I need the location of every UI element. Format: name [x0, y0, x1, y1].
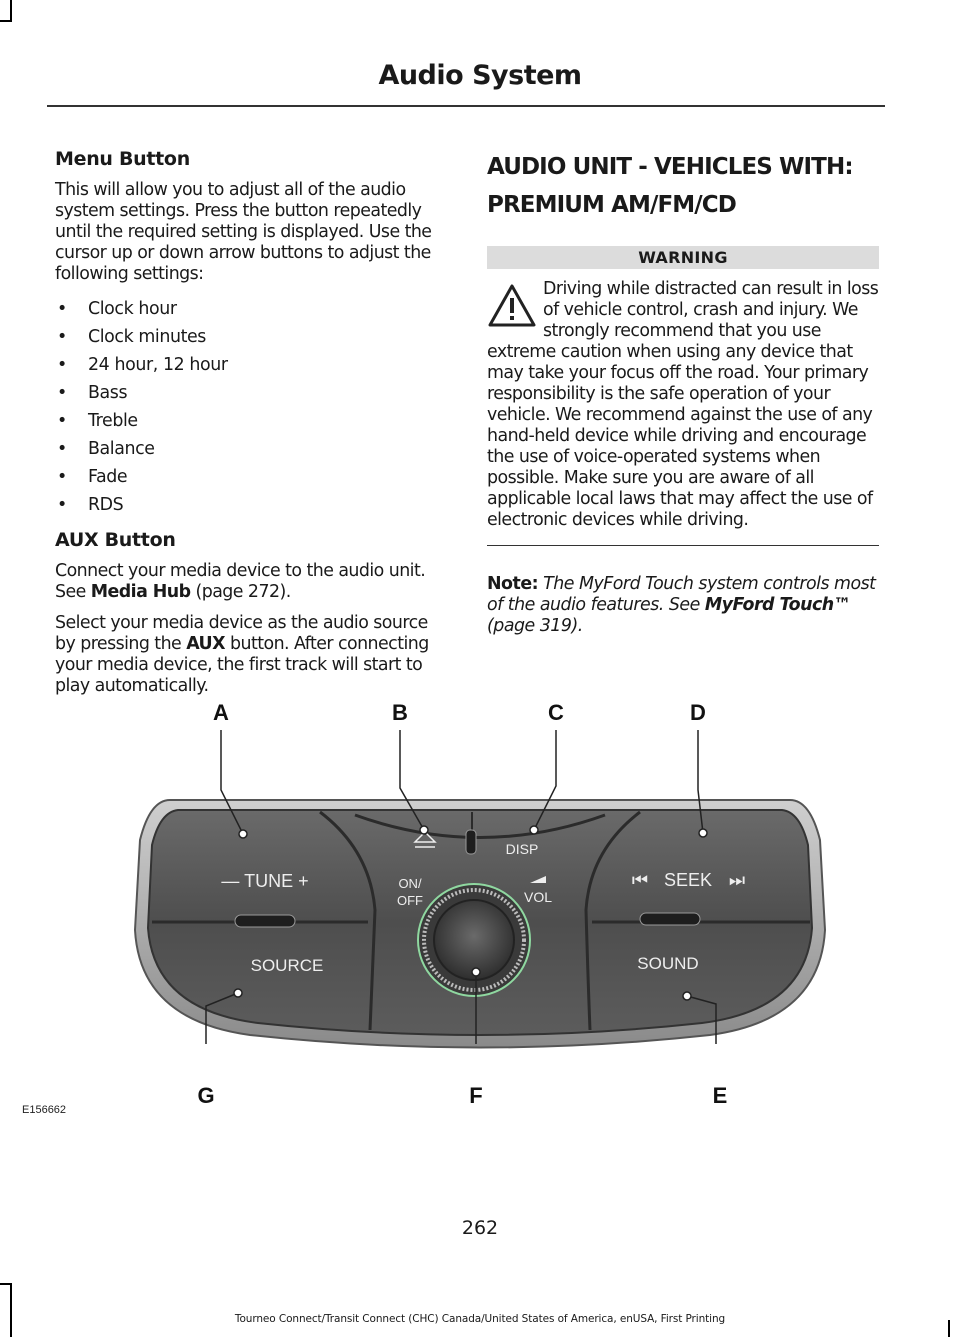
source-label: SOURCE [250, 956, 324, 975]
seek-back-icon: ⏮ [631, 870, 649, 891]
bullet: • [57, 439, 67, 459]
section-heading: AUDIO UNIT - VEHICLES WITH: PREMIUM AM/FM/CD [487, 154, 853, 218]
warning-label: WARNING [487, 246, 879, 269]
list-item: • RDS [55, 491, 450, 519]
on-off-label: ON/ [398, 876, 422, 891]
list-item: • Fade [55, 463, 450, 491]
crop-mark [10, 0, 12, 22]
bullet: • [57, 495, 67, 515]
figure-id: E156662 [22, 1104, 67, 1116]
list-item: • Bass [55, 379, 450, 407]
myford-touch-link[interactable]: MyFord Touch™ [704, 595, 851, 615]
callout-c: C [548, 700, 564, 725]
aux-keyword: AUX [186, 634, 225, 654]
seek-forward-icon: ⏭ [728, 870, 746, 891]
callout-f: F [469, 1083, 483, 1108]
aux-paragraph-1: Connect your media device to the audio unit. See Media Hub (page 272). [55, 561, 426, 602]
left-column [55, 148, 450, 707]
tune-label: — TUNE + [221, 871, 309, 891]
menu-button-heading: Menu Button [55, 148, 190, 170]
callout-a: A [213, 700, 229, 725]
page-footer: Tourneo Connect/Transit Connect (CHC) Canada/United States of America, enUSA, First Printing [234, 1313, 726, 1325]
page-title: Audio System [378, 60, 582, 91]
crop-mark [0, 20, 12, 22]
on-off-label-2: OFF [397, 893, 423, 908]
callout-b: B [392, 700, 408, 725]
note-paragraph: Note: The MyFord Touch system controls most of the audio features. See MyFord Touch™ (page 319). [487, 574, 876, 636]
vol-label: VOL [523, 889, 553, 905]
audio-unit-diagram [22, 700, 850, 1120]
header-rule [47, 105, 885, 107]
warning-rule [487, 545, 879, 546]
bullet: • [57, 383, 67, 403]
media-hub-link[interactable]: Media Hub [90, 582, 191, 602]
bullet: • [57, 327, 67, 347]
list-item: • Treble [55, 407, 450, 435]
crop-mark [10, 1283, 12, 1337]
bullet: • [57, 355, 67, 375]
callout-e: E [712, 1083, 728, 1108]
page-number: 262 [461, 1217, 499, 1239]
seek-label: SEEK [663, 870, 713, 890]
menu-button-text: This will allow you to adjust all of the audio system settings. Press the button repeatedly until the required setting is displayed. Use the cursor up or down arrow buttons to adjust the following settings: [55, 180, 432, 284]
list-item: • 24 hour, 12 hour [55, 351, 450, 379]
warning-text: Driving while distracted can result in loss of vehicle control, crash and injury. We strongly recommend that you use extreme caution when using any device that may take your focus off the road. Your primary responsibility is the safe operation of your vehicle. We recommend against the use of any hand-held device while driving and encourage the use of voice-operated systems when possible. Make sure you are aware of all applicable local laws that may affect the use of electronic devices while driving. [487, 279, 879, 530]
sound-label: SOUND [637, 954, 699, 973]
aux-button-heading: AUX Button [55, 529, 176, 551]
aux-paragraph-2: Select your media device as the audio source by pressing the AUX button. After connecting your media device, the first track will start to play automatically. [55, 613, 429, 696]
callout-d: D [690, 700, 706, 725]
disp-label: DISP [505, 841, 539, 857]
list-item: • Balance [55, 435, 450, 463]
bullet: • [57, 467, 67, 487]
callout-g: G [197, 1083, 215, 1108]
settings-list [55, 295, 450, 519]
warning-box [487, 279, 879, 531]
bullet: • [57, 411, 67, 431]
list-item: • Clock hour [55, 295, 450, 323]
right-column [487, 148, 879, 637]
crop-mark [0, 1283, 12, 1285]
list-item: • Clock minutes [55, 323, 450, 351]
warning-triangle-icon [487, 283, 537, 329]
bullet: • [57, 299, 67, 319]
